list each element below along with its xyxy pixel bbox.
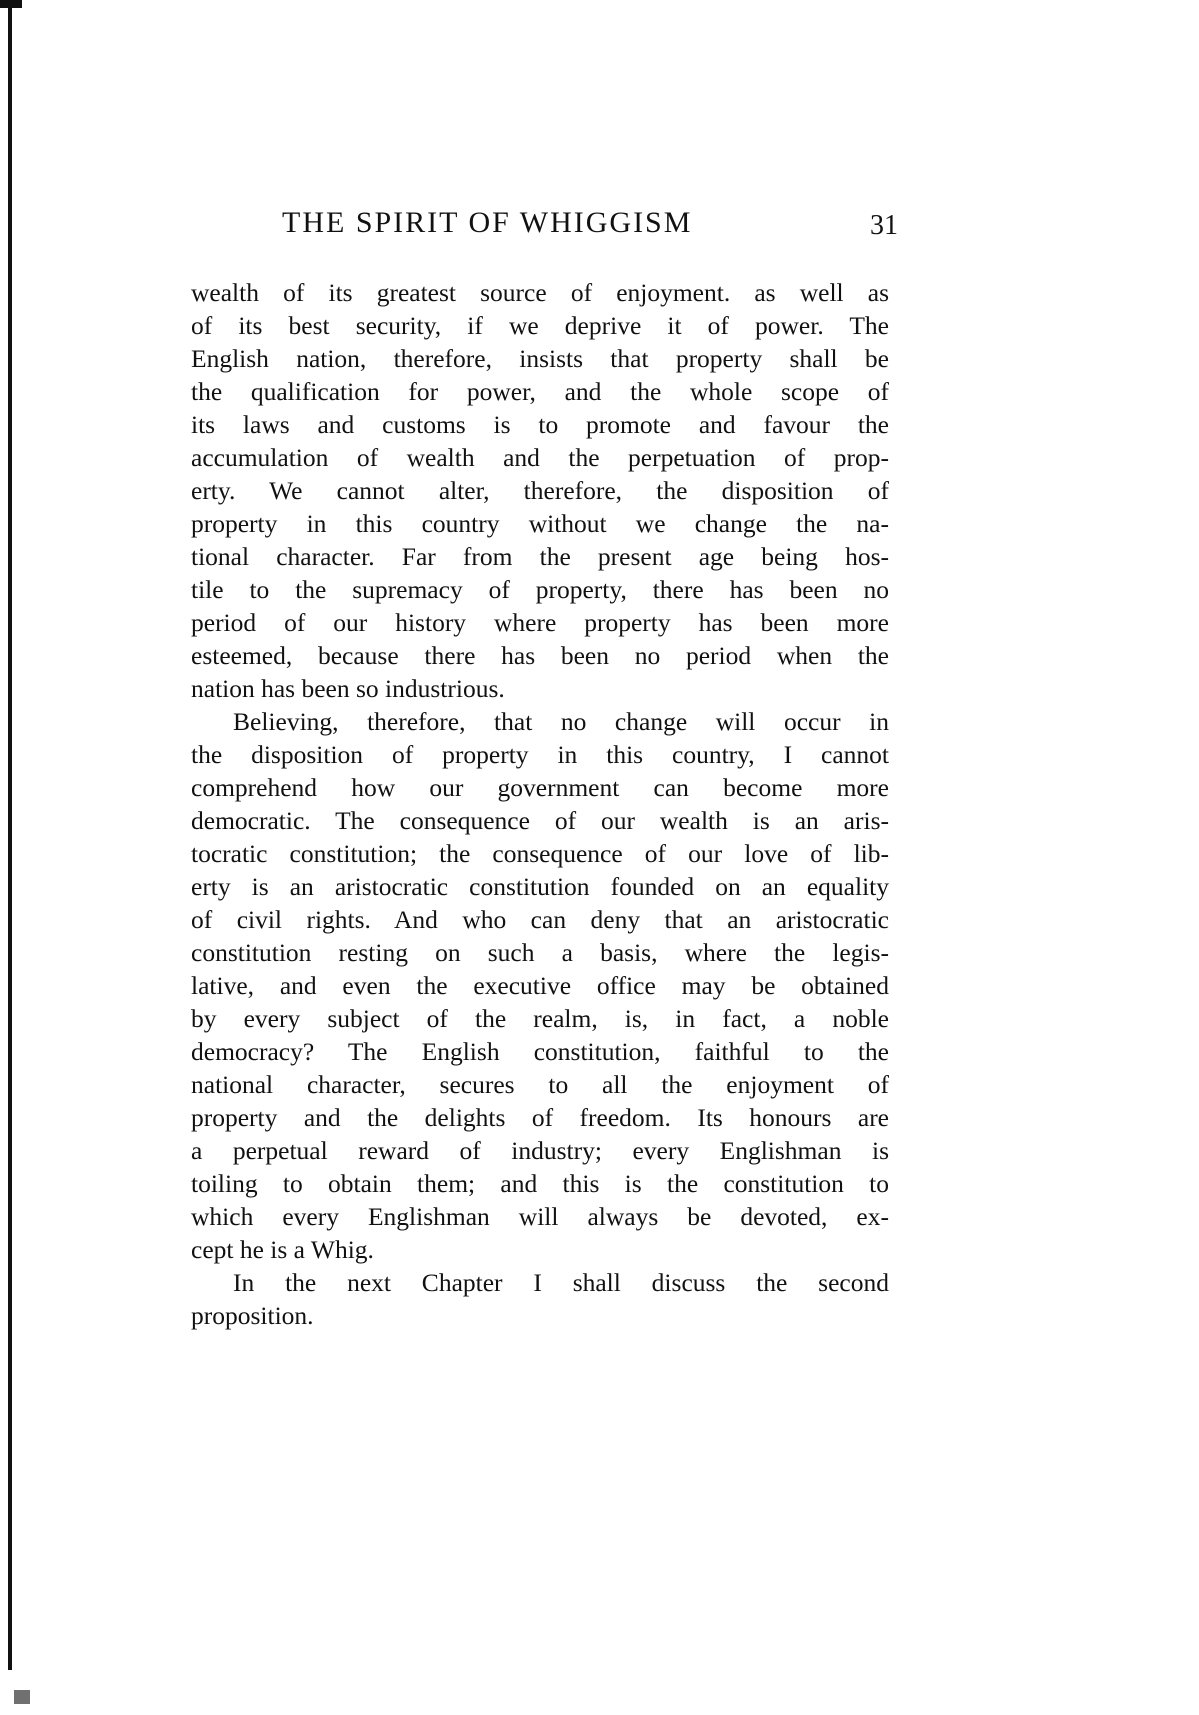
text-line: toiling to obtain them; and this is the constitution to: [191, 1169, 889, 1198]
text-line: democracy? The English constitution, faithful to the: [191, 1037, 889, 1066]
text-line: erty is an aristocratic constitution founded on an equality: [191, 872, 889, 901]
binding-edge-top: [0, 0, 22, 8]
text-line: comprehend how our government can become more: [191, 773, 889, 802]
running-head: THE SPIRIT OF WHIGGISM: [282, 206, 693, 239]
text-line: a perpetual reward of industry; every Englishman is: [191, 1136, 889, 1165]
text-line: period of our history where property has been more: [191, 608, 889, 637]
body-text: [191, 276, 889, 1332]
text-line: national character, secures to all the enjoyment of: [191, 1070, 889, 1099]
text-line: property in this country without we change the na-: [191, 509, 889, 538]
text-line: of civil rights. And who can deny that an aristocratic: [191, 905, 889, 934]
text-line: constitution resting on such a basis, where the legis-: [191, 938, 889, 967]
page-number: 31: [870, 210, 898, 241]
text-line: English nation, therefore, insists that property shall be: [191, 344, 889, 373]
text-line: the qualification for power, and the whole scope of: [191, 377, 889, 406]
text-line: Believing, therefore, that no change will occur in: [233, 707, 889, 736]
text-line: property and the delights of freedom. Its honours are: [191, 1103, 889, 1132]
text-line: erty. We cannot alter, therefore, the disposition of: [191, 476, 889, 505]
text-line: its laws and customs is to promote and favour the: [191, 410, 889, 439]
text-line: tile to the supremacy of property, there has been no: [191, 575, 889, 604]
text-line: nation has been so industrious.: [191, 674, 505, 703]
text-line: tocratic constitution; the consequence of our love of lib-: [191, 839, 889, 868]
text-line: of its best security, if we deprive it of power. The: [191, 311, 889, 340]
text-line: tional character. Far from the present age being hos-: [191, 542, 889, 571]
text-line: lative, and even the executive office may be obtained: [191, 971, 889, 1000]
scan-artifact: [14, 1690, 30, 1704]
text-line: In the next Chapter I shall discuss the second: [233, 1268, 889, 1297]
text-line: esteemed, because there has been no period when the: [191, 641, 889, 670]
text-line: the disposition of property in this country, I cannot: [191, 740, 889, 769]
text-line: cept he is a Whig.: [191, 1235, 374, 1264]
text-line: which every Englishman will always be devoted, ex-: [191, 1202, 889, 1231]
text-line: proposition.: [191, 1301, 314, 1330]
text-line: democratic. The consequence of our wealth is an aris-: [191, 806, 889, 835]
text-line: by every subject of the realm, is, in fact, a noble: [191, 1004, 889, 1033]
page-binding-edge: [8, 0, 12, 1670]
text-line: wealth of its greatest source of enjoyment. as well as: [191, 278, 889, 307]
text-line: accumulation of wealth and the perpetuation of prop-: [191, 443, 889, 472]
